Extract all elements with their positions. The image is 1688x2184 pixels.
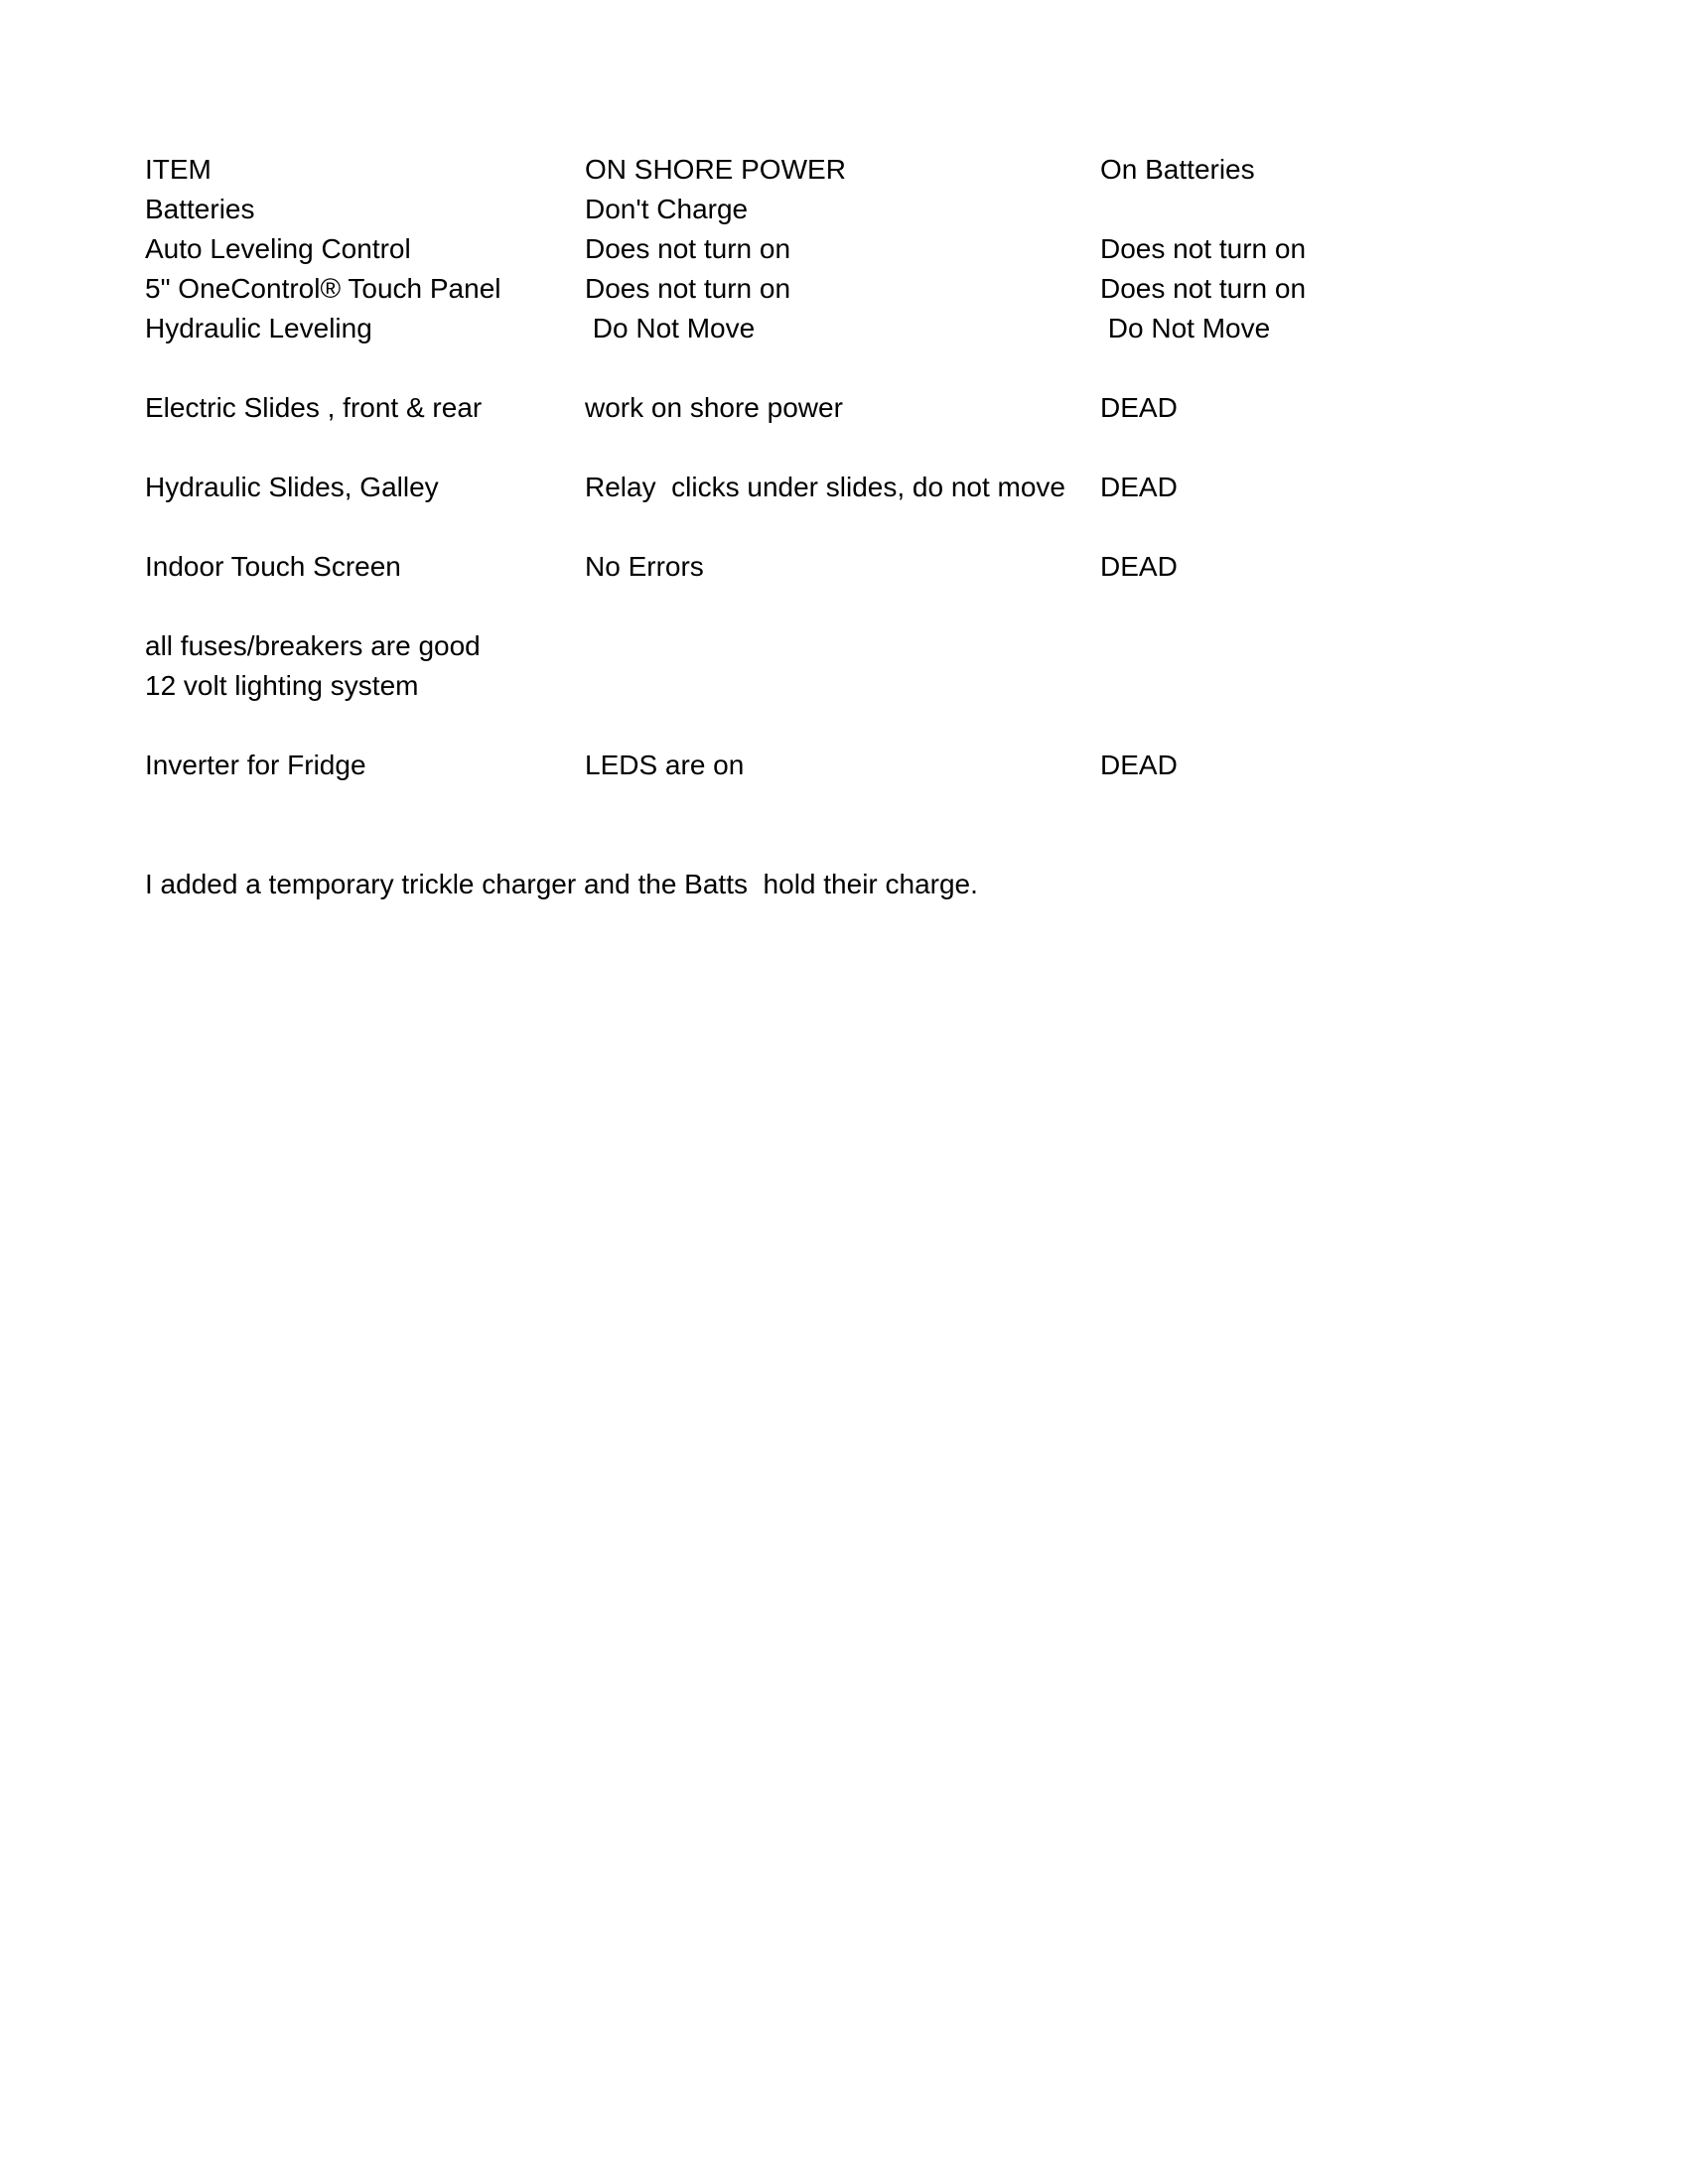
header-item: ITEM: [145, 154, 211, 185]
row-item: Inverter for Fridge: [145, 750, 366, 780]
table-row: [0, 468, 1688, 507]
row-shore-power: No Errors: [585, 551, 704, 582]
table-row: [0, 746, 1688, 785]
table-row: [0, 547, 1688, 587]
table-row: [0, 388, 1688, 428]
table-row: [0, 229, 1688, 269]
row-on-batteries: Does not turn on: [1100, 273, 1307, 304]
footer-note: I added a temporary trickle charger and the Batts hold their charge.: [145, 869, 978, 899]
table-row: [0, 269, 1688, 309]
row-shore-power: Relay clicks under slides, do not move: [585, 472, 1065, 502]
row-item: Electric Slides , front & rear: [145, 392, 483, 423]
row-item: all fuses/breakers are good: [145, 630, 481, 661]
header-shore-power: ON SHORE POWER: [585, 154, 846, 185]
row-shore-power: work on shore power: [585, 392, 843, 423]
table-header-row: [0, 150, 1688, 190]
row-shore-power: Do Not Move: [585, 313, 756, 343]
row-on-batteries: DEAD: [1100, 392, 1178, 423]
row-item: Hydraulic Slides, Galley: [145, 472, 439, 502]
row-shore-power: LEDS are on: [585, 750, 745, 780]
row-on-batteries: DEAD: [1100, 551, 1178, 582]
row-shore-power: Does not turn on: [585, 273, 791, 304]
row-item: 12 volt lighting system: [145, 670, 419, 701]
table-row: [0, 190, 1688, 229]
row-shore-power: Don't Charge: [585, 194, 749, 224]
row-on-batteries: Does not turn on: [1100, 233, 1307, 264]
table-row: [0, 666, 1688, 706]
row-item: Hydraulic Leveling: [145, 313, 372, 343]
header-on-batteries: On Batteries: [1100, 154, 1255, 185]
table-row: [0, 309, 1688, 348]
row-item: Auto Leveling Control: [145, 233, 411, 264]
row-on-batteries: DEAD: [1100, 750, 1178, 780]
row-shore-power: Does not turn on: [585, 233, 791, 264]
row-on-batteries: DEAD: [1100, 472, 1178, 502]
row-item: Indoor Touch Screen: [145, 551, 401, 582]
row-on-batteries: Do Not Move: [1100, 313, 1271, 343]
row-item: 5" OneControl® Touch Panel: [145, 273, 501, 304]
table-row: [0, 626, 1688, 666]
row-item: Batteries: [145, 194, 255, 224]
